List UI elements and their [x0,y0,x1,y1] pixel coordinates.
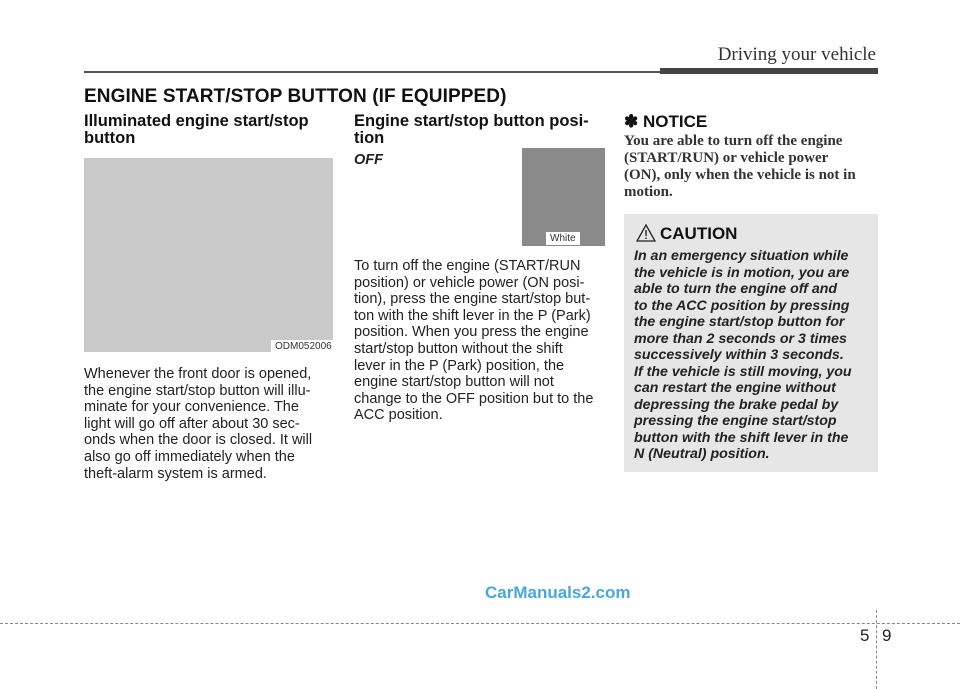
col1-heading [84,113,309,147]
notice-line: You are able to turn off the engine [624,133,843,149]
col2-heading [354,113,589,147]
body-line: minate for your convenience. The [84,399,299,416]
notice-line: (ON), only when the vehicle is not in [624,167,856,183]
chapter-title: Driving your vehicle [717,44,876,65]
caution-line: In an emergency situation while [634,248,849,264]
col2-heading-line: tion [354,129,385,147]
body-line: tion), press the engine start/stop but- [354,291,591,308]
caution-line: pressing the engine start/stop [634,413,837,429]
header-rule-thin [84,71,660,73]
col1-heading-line: button [84,129,136,147]
caution-line: more than 2 seconds or 3 times [634,330,847,347]
body-line: position. When you press the engine [354,324,589,341]
caution-line: button with the shift lever in the [634,429,849,446]
caution-text [634,248,870,463]
caution-line: can restart the engine without [634,380,836,396]
caution-heading: CAUTION [660,224,738,243]
body-line: light will go off after about 30 sec- [84,415,300,432]
body-line: engine start/stop button will not [354,374,554,391]
footer-dashed-rule [0,623,960,624]
notice-line: motion. [624,184,673,200]
caution-line: the vehicle is in motion, you are [634,264,850,281]
page-section-number: 5 [860,626,870,645]
section-title: ENGINE START/STOP BUTTON (IF EQUIPPED) [84,86,507,107]
body-line: ACC position. [354,407,443,424]
page-number: 9 [882,626,892,645]
header-rule-thick [660,68,878,74]
body-line: change to the OFF position but to the [354,390,594,407]
notice-text [624,133,878,201]
body-line: lever in the P (Park) position, the [354,357,565,374]
caution-line: If the vehicle is still moving, you [634,363,852,380]
col1-body [84,366,333,482]
caution-line: able to turn the engine off and [634,281,838,297]
figure-label-odm: ODM052006 [271,340,336,353]
body-line: the engine start/stop button will illu- [84,382,311,399]
start-button-photo [84,158,333,352]
body-line: Whenever the front door is opened, [84,366,312,382]
col1-heading-line: Illuminated engine start/stop [84,112,309,130]
body-line: onds when the door is closed. It will [84,432,313,449]
figure-label-white: White [546,232,580,245]
body-line: start/stop button without the shift [354,340,563,357]
col2-body [354,258,604,424]
caution-line: depressing the brake pedal by [634,396,839,413]
caution-line: successively within 3 seconds. [634,347,844,363]
body-line: To turn off the engine (START/RUN [354,258,581,274]
off-label: OFF [354,152,383,168]
body-line: ton with the shift lever in the P (Park) [354,307,591,324]
warning-triangle-icon [636,224,656,242]
footer-vertical-dash [876,610,877,689]
caution-line: N (Neutral) position. [634,446,770,462]
body-line: also go off immediately when the [84,448,295,465]
col2-heading-line: Engine start/stop button posi- [354,112,589,130]
caution-line: to the ACC position by pressing [634,297,850,314]
notice-line: (START/RUN) or vehicle power [624,150,829,166]
watermark-link[interactable]: CarManuals2.com [485,583,631,602]
notice-heading: ✽ NOTICE [624,112,708,131]
body-line: theft-alarm system is armed. [84,465,267,482]
body-line: position) or vehicle power (ON posi- [354,274,585,291]
caution-line: the engine start/stop button for [634,314,845,330]
